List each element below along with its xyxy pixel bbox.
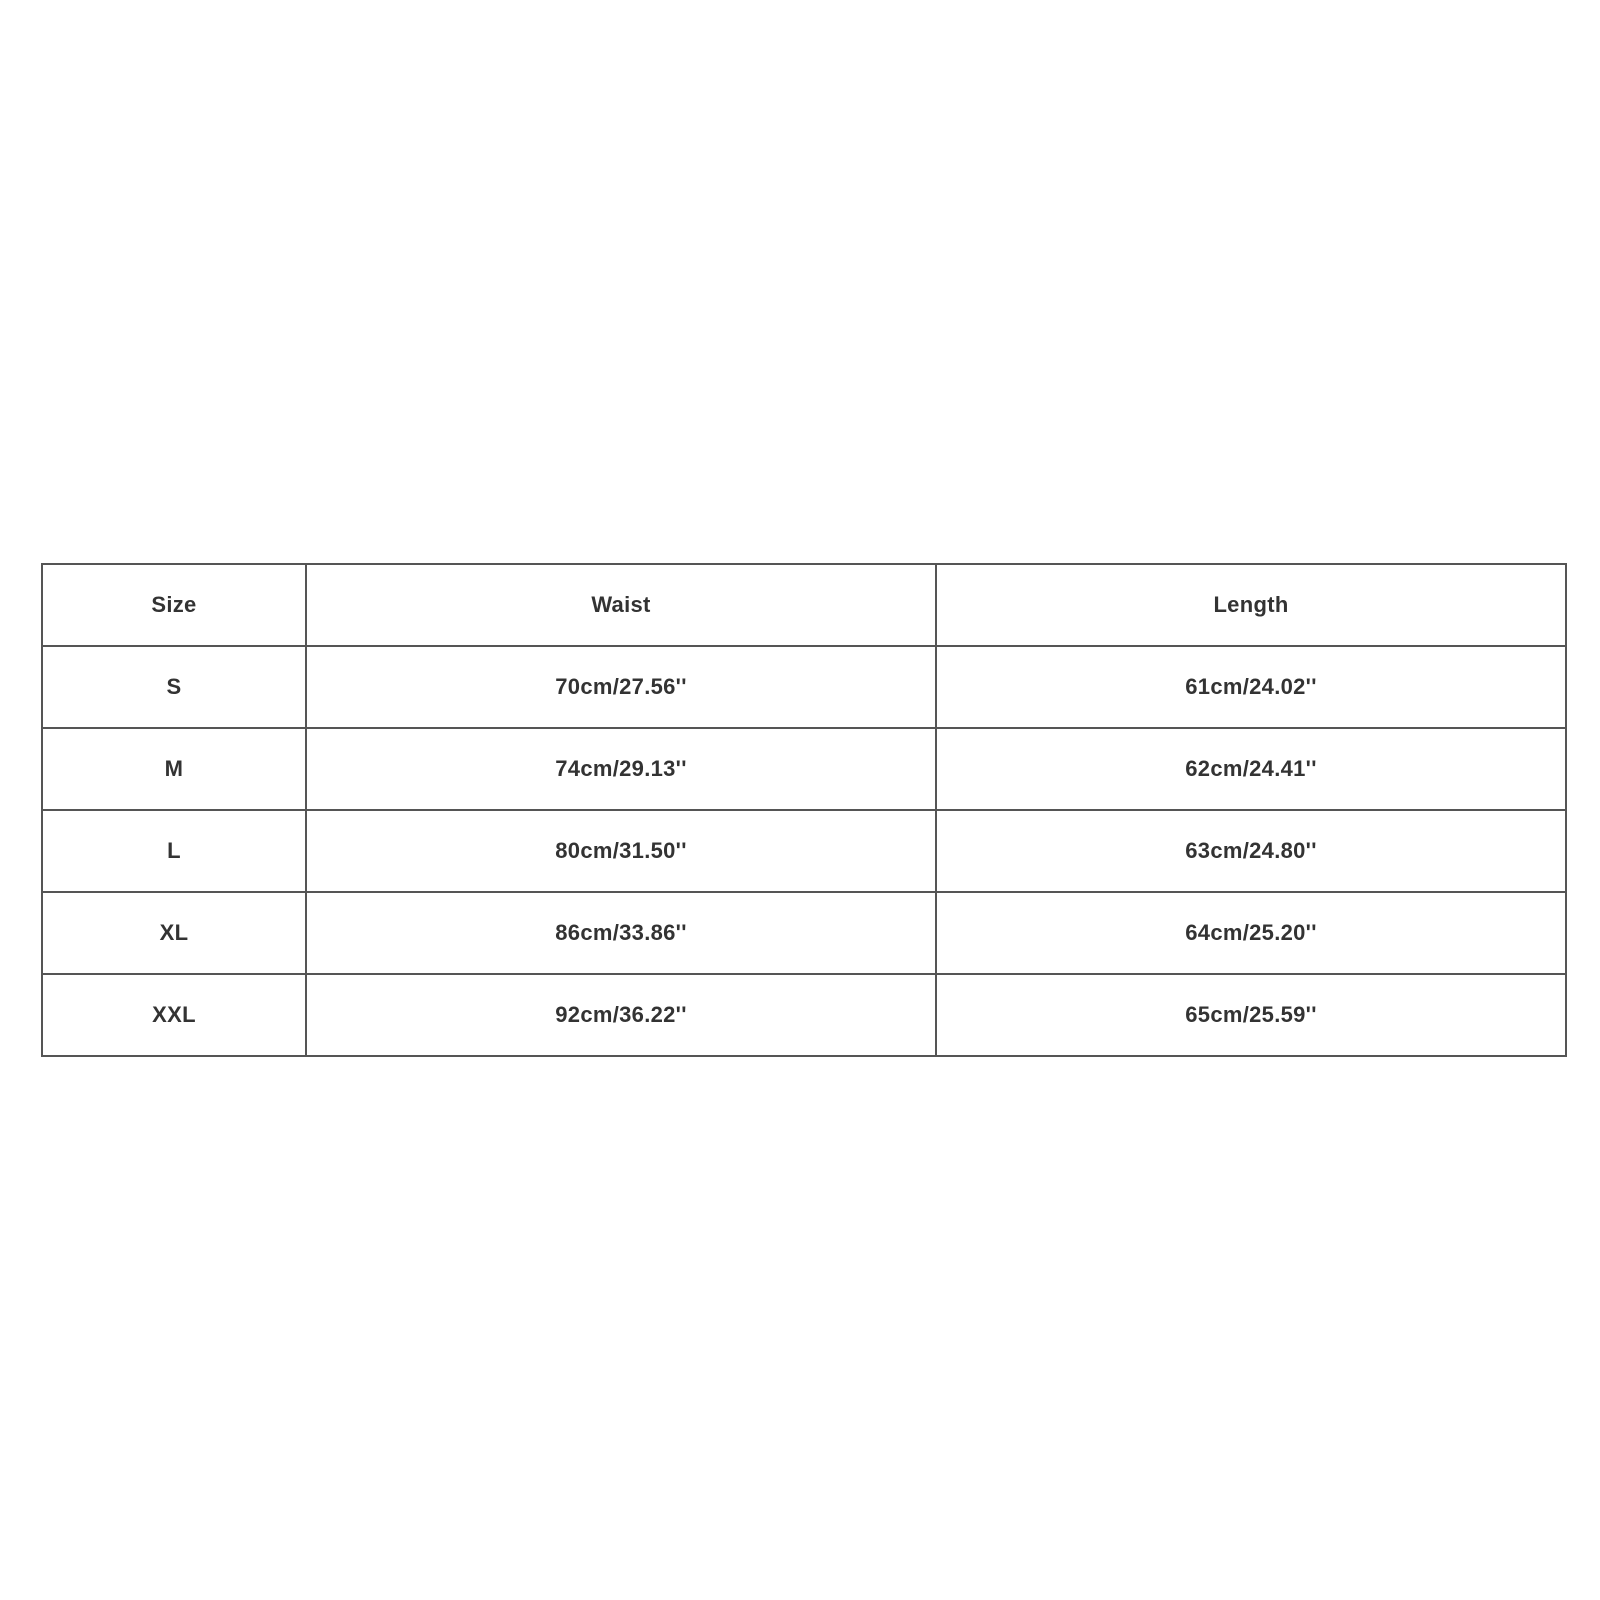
- waist-cell: 70cm/27.56'': [306, 646, 936, 728]
- size-cell: S: [42, 646, 306, 728]
- length-cell: 64cm/25.20'': [936, 892, 1566, 974]
- waist-cell: 80cm/31.50'': [306, 810, 936, 892]
- size-cell: M: [42, 728, 306, 810]
- size-cell: XL: [42, 892, 306, 974]
- table-row: [42, 892, 1566, 974]
- size-chart-table: [41, 563, 1567, 1057]
- waist-cell: 92cm/36.22'': [306, 974, 936, 1056]
- length-cell: 61cm/24.02'': [936, 646, 1566, 728]
- table-row: [42, 974, 1566, 1056]
- table-header-row: [42, 564, 1566, 646]
- header-length: Length: [936, 564, 1566, 646]
- length-cell: 63cm/24.80'': [936, 810, 1566, 892]
- table-row: [42, 646, 1566, 728]
- header-size: Size: [42, 564, 306, 646]
- table-row: [42, 728, 1566, 810]
- length-cell: 65cm/25.59'': [936, 974, 1566, 1056]
- size-cell: XXL: [42, 974, 306, 1056]
- table-row: [42, 810, 1566, 892]
- header-waist: Waist: [306, 564, 936, 646]
- waist-cell: 86cm/33.86'': [306, 892, 936, 974]
- length-cell: 62cm/24.41'': [936, 728, 1566, 810]
- waist-cell: 74cm/29.13'': [306, 728, 936, 810]
- size-cell: L: [42, 810, 306, 892]
